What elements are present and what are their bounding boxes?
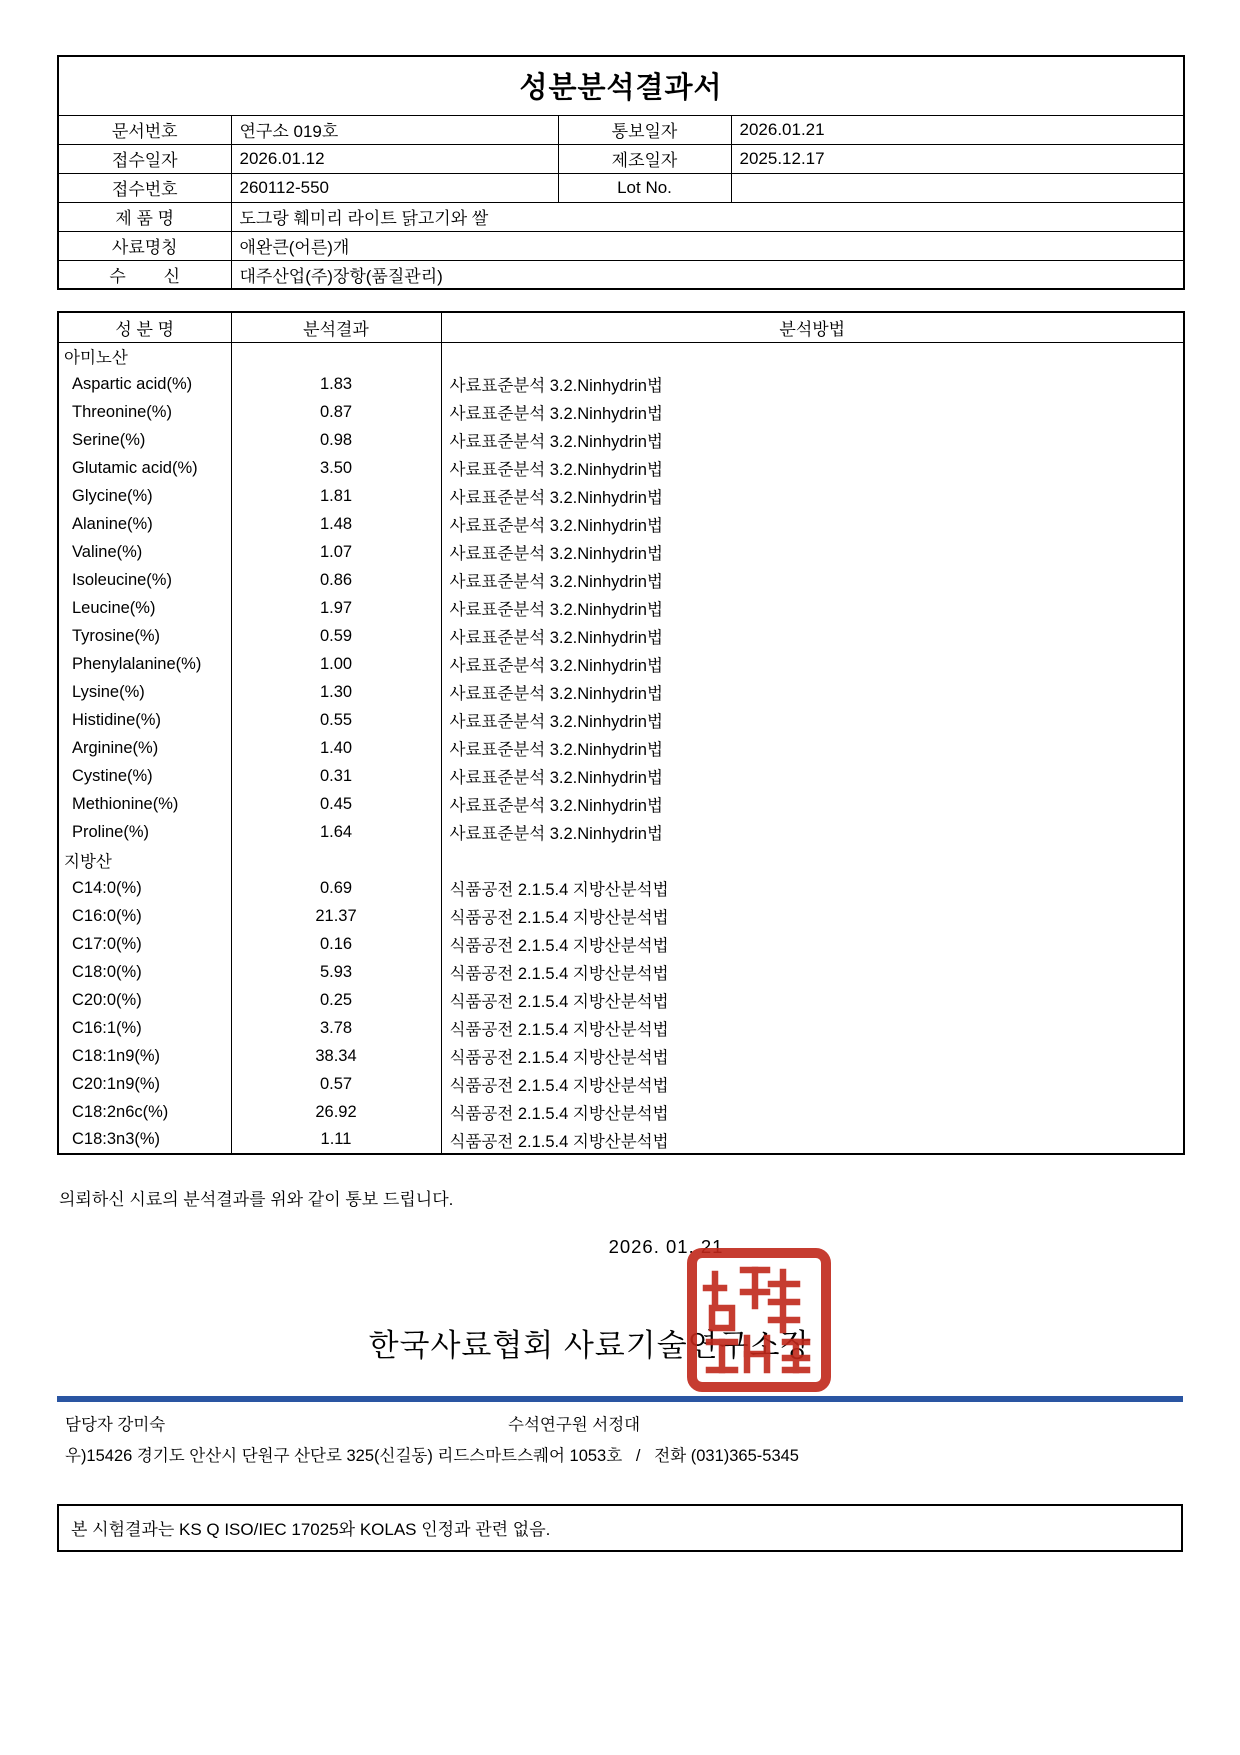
method-name: 식품공전 2.1.5.4 지방산분석법 <box>441 1042 1184 1070</box>
result-value: 26.92 <box>231 1098 441 1126</box>
result-value: 0.59 <box>231 622 441 650</box>
analysis-data-row <box>58 566 1184 594</box>
result-value: 3.78 <box>231 1014 441 1042</box>
method-name: 식품공전 2.1.5.4 지방산분석법 <box>441 930 1184 958</box>
receipt-number-value: 260112-550 <box>231 173 558 202</box>
method-name: 식품공전 2.1.5.4 지방산분석법 <box>441 986 1184 1014</box>
component-name: Methionine(%) <box>58 790 231 818</box>
method-name: 사료표준분석 3.2.Ninhydrin법 <box>441 482 1184 510</box>
component-name: C18:1n9(%) <box>58 1042 231 1070</box>
title-row <box>58 56 1184 115</box>
document-title: 성분분석결과서 <box>58 56 1184 115</box>
info-row <box>58 144 1184 173</box>
component-name: Valine(%) <box>58 538 231 566</box>
component-name: Lysine(%) <box>58 678 231 706</box>
component-name: Phenylalanine(%) <box>58 650 231 678</box>
method-name: 식품공전 2.1.5.4 지방산분석법 <box>441 1098 1184 1126</box>
method-name: 식품공전 2.1.5.4 지방산분석법 <box>441 1070 1184 1098</box>
result-value: 1.00 <box>231 650 441 678</box>
analysis-data-row <box>58 734 1184 762</box>
component-name: Arginine(%) <box>58 734 231 762</box>
method-name: 사료표준분석 3.2.Ninhydrin법 <box>441 398 1184 426</box>
component-name: Isoleucine(%) <box>58 566 231 594</box>
document-info-table <box>57 55 1185 290</box>
receipt-date-value: 2026.01.12 <box>231 144 558 173</box>
issue-date: 2026. 01. 21 <box>608 1236 724 1257</box>
notify-date-value: 2026.01.21 <box>731 115 1184 144</box>
method-name: 사료표준분석 3.2.Ninhydrin법 <box>441 790 1184 818</box>
component-name: C14:0(%) <box>58 874 231 902</box>
result-value: 1.97 <box>231 594 441 622</box>
analysis-data-row <box>58 678 1184 706</box>
analysis-data-row <box>58 650 1184 678</box>
analysis-data-row <box>58 986 1184 1014</box>
issuing-organization: 한국사료협회 사료기술연구소장 <box>368 1328 812 1363</box>
result-value: 0.16 <box>231 930 441 958</box>
analysis-data-row <box>58 370 1184 398</box>
component-name: Cystine(%) <box>58 762 231 790</box>
result-value <box>231 846 441 874</box>
component-name: C20:0(%) <box>58 986 231 1014</box>
staff-name: 담당자 강미숙 <box>65 1416 166 1434</box>
component-name: Proline(%) <box>58 818 231 846</box>
closing-notice: 의뢰하신 시료의 분석결과를 위와 같이 통보 드립니다. <box>59 1190 454 1209</box>
disclaimer-text: 본 시험결과는 KS Q ISO/IEC 17025와 KOLAS 인정과 관련 없음. <box>71 1520 551 1539</box>
recipient-label: 수 신 <box>58 260 231 289</box>
receipt-number-label: 접수번호 <box>58 173 231 202</box>
analysis-table <box>57 311 1185 1155</box>
component-name: Aspartic acid(%) <box>58 370 231 398</box>
result-value: 3.50 <box>231 454 441 482</box>
analysis-data-row <box>58 1042 1184 1070</box>
method-name: 식품공전 2.1.5.4 지방산분석법 <box>441 1126 1184 1154</box>
analysis-data-row <box>58 762 1184 790</box>
method-name: 식품공전 2.1.5.4 지방산분석법 <box>441 902 1184 930</box>
method-name: 사료표준분석 3.2.Ninhydrin법 <box>441 426 1184 454</box>
analysis-data-row <box>58 1126 1184 1154</box>
analysis-data-row <box>58 706 1184 734</box>
result-value: 0.45 <box>231 790 441 818</box>
component-name: Leucine(%) <box>58 594 231 622</box>
info-row <box>58 115 1184 144</box>
info-row <box>58 173 1184 202</box>
method-name: 식품공전 2.1.5.4 지방산분석법 <box>441 958 1184 986</box>
method-name: 사료표준분석 3.2.Ninhydrin법 <box>441 734 1184 762</box>
method-name: 사료표준분석 3.2.Ninhydrin법 <box>441 818 1184 846</box>
method-name: 사료표준분석 3.2.Ninhydrin법 <box>441 370 1184 398</box>
component-name: C18:0(%) <box>58 958 231 986</box>
component-name: Alanine(%) <box>58 510 231 538</box>
analysis-data-row <box>58 818 1184 846</box>
method-name: 사료표준분석 3.2.Ninhydrin법 <box>441 454 1184 482</box>
result-value: 1.83 <box>231 370 441 398</box>
organization-address: 우)15426 경기도 안산시 단원구 산단로 325(신길동) 리드스마트스퀘어 1053호 / 전화 (031)365-5345 <box>65 1447 799 1465</box>
result-value: 0.69 <box>231 874 441 902</box>
method-name <box>441 846 1184 874</box>
method-name: 식품공전 2.1.5.4 지방산분석법 <box>441 874 1184 902</box>
component-name: Threonine(%) <box>58 398 231 426</box>
component-name: Glutamic acid(%) <box>58 454 231 482</box>
product-name-value: 도그랑 훼미리 라이트 닭고기와 쌀 <box>231 202 1184 231</box>
analysis-data-row <box>58 930 1184 958</box>
result-value: 1.11 <box>231 1126 441 1154</box>
analysis-data-row <box>58 426 1184 454</box>
method-name: 사료표준분석 3.2.Ninhydrin법 <box>441 762 1184 790</box>
analysis-data-row <box>58 958 1184 986</box>
notify-date-label: 통보일자 <box>558 115 731 144</box>
analysis-data-row <box>58 594 1184 622</box>
footer-divider-bar <box>57 1396 1183 1402</box>
component-name: C18:3n3(%) <box>58 1126 231 1154</box>
method-name: 사료표준분석 3.2.Ninhydrin법 <box>441 566 1184 594</box>
result-value: 1.30 <box>231 678 441 706</box>
column-result: 분석결과 <box>231 312 441 342</box>
column-component: 성 분 명 <box>58 312 231 342</box>
info-row-full <box>58 260 1184 289</box>
disclaimer-box <box>57 1504 1183 1552</box>
analysis-header-row <box>58 312 1184 342</box>
component-name: Tyrosine(%) <box>58 622 231 650</box>
info-row-full <box>58 202 1184 231</box>
recipient-value: 대주산업(주)장항(품질관리) <box>231 260 1184 289</box>
analysis-data-row <box>58 398 1184 426</box>
component-name: Histidine(%) <box>58 706 231 734</box>
result-value: 0.25 <box>231 986 441 1014</box>
result-value: 1.64 <box>231 818 441 846</box>
official-seal-stamp <box>685 1246 833 1394</box>
receipt-date-label: 접수일자 <box>58 144 231 173</box>
result-value: 1.07 <box>231 538 441 566</box>
lot-no-label: Lot No. <box>558 173 731 202</box>
analysis-data-row <box>58 1014 1184 1042</box>
result-value: 1.48 <box>231 510 441 538</box>
component-name: C16:0(%) <box>58 902 231 930</box>
result-value: 0.31 <box>231 762 441 790</box>
analysis-data-row <box>58 482 1184 510</box>
result-value: 38.34 <box>231 1042 441 1070</box>
analysis-data-row <box>58 1070 1184 1098</box>
doc-number-value: 연구소 019호 <box>231 115 558 144</box>
product-name-label: 제 품 명 <box>58 202 231 231</box>
info-row-full <box>58 231 1184 260</box>
analysis-data-row <box>58 454 1184 482</box>
analysis-data-row <box>58 622 1184 650</box>
result-value: 21.37 <box>231 902 441 930</box>
component-name: C16:1(%) <box>58 1014 231 1042</box>
signature-block <box>57 1258 1183 1396</box>
result-value: 0.55 <box>231 706 441 734</box>
analysis-data-row <box>58 902 1184 930</box>
method-name: 사료표준분석 3.2.Ninhydrin법 <box>441 538 1184 566</box>
analysis-section-row <box>58 342 1184 370</box>
analysis-table-body <box>58 342 1184 1154</box>
result-value: 1.81 <box>231 482 441 510</box>
manufacture-date-value: 2025.12.17 <box>731 144 1184 173</box>
result-value: 5.93 <box>231 958 441 986</box>
component-name: Glycine(%) <box>58 482 231 510</box>
method-name: 사료표준분석 3.2.Ninhydrin법 <box>441 594 1184 622</box>
component-name: 지방산 <box>58 846 231 874</box>
method-name: 사료표준분석 3.2.Ninhydrin법 <box>441 678 1184 706</box>
analysis-data-row <box>58 1098 1184 1126</box>
researcher-name: 수석연구원 서정대 <box>508 1416 641 1434</box>
method-name: 사료표준분석 3.2.Ninhydrin법 <box>441 510 1184 538</box>
analysis-data-row <box>58 538 1184 566</box>
component-name: C17:0(%) <box>58 930 231 958</box>
result-value: 0.57 <box>231 1070 441 1098</box>
result-value: 0.86 <box>231 566 441 594</box>
analysis-data-row <box>58 790 1184 818</box>
lot-no-value <box>731 173 1184 202</box>
analysis-data-row <box>58 510 1184 538</box>
method-name: 식품공전 2.1.5.4 지방산분석법 <box>441 1014 1184 1042</box>
method-name: 사료표준분석 3.2.Ninhydrin법 <box>441 706 1184 734</box>
contact-row <box>57 1411 1183 1435</box>
analysis-data-row <box>58 874 1184 902</box>
result-value: 0.87 <box>231 398 441 426</box>
method-name <box>441 342 1184 370</box>
column-method: 분석방법 <box>441 312 1184 342</box>
component-name: Serine(%) <box>58 426 231 454</box>
result-value: 1.40 <box>231 734 441 762</box>
component-name: 아미노산 <box>58 342 231 370</box>
component-name: C20:1n9(%) <box>58 1070 231 1098</box>
result-value <box>231 342 441 370</box>
method-name: 사료표준분석 3.2.Ninhydrin법 <box>441 622 1184 650</box>
manufacture-date-label: 제조일자 <box>558 144 731 173</box>
feed-name-label: 사료명칭 <box>58 231 231 260</box>
doc-number-label: 문서번호 <box>58 115 231 144</box>
result-value: 0.98 <box>231 426 441 454</box>
method-name: 사료표준분석 3.2.Ninhydrin법 <box>441 650 1184 678</box>
component-name: C18:2n6c(%) <box>58 1098 231 1126</box>
feed-name-value: 애완큰(어른)개 <box>231 231 1184 260</box>
analysis-section-row <box>58 846 1184 874</box>
